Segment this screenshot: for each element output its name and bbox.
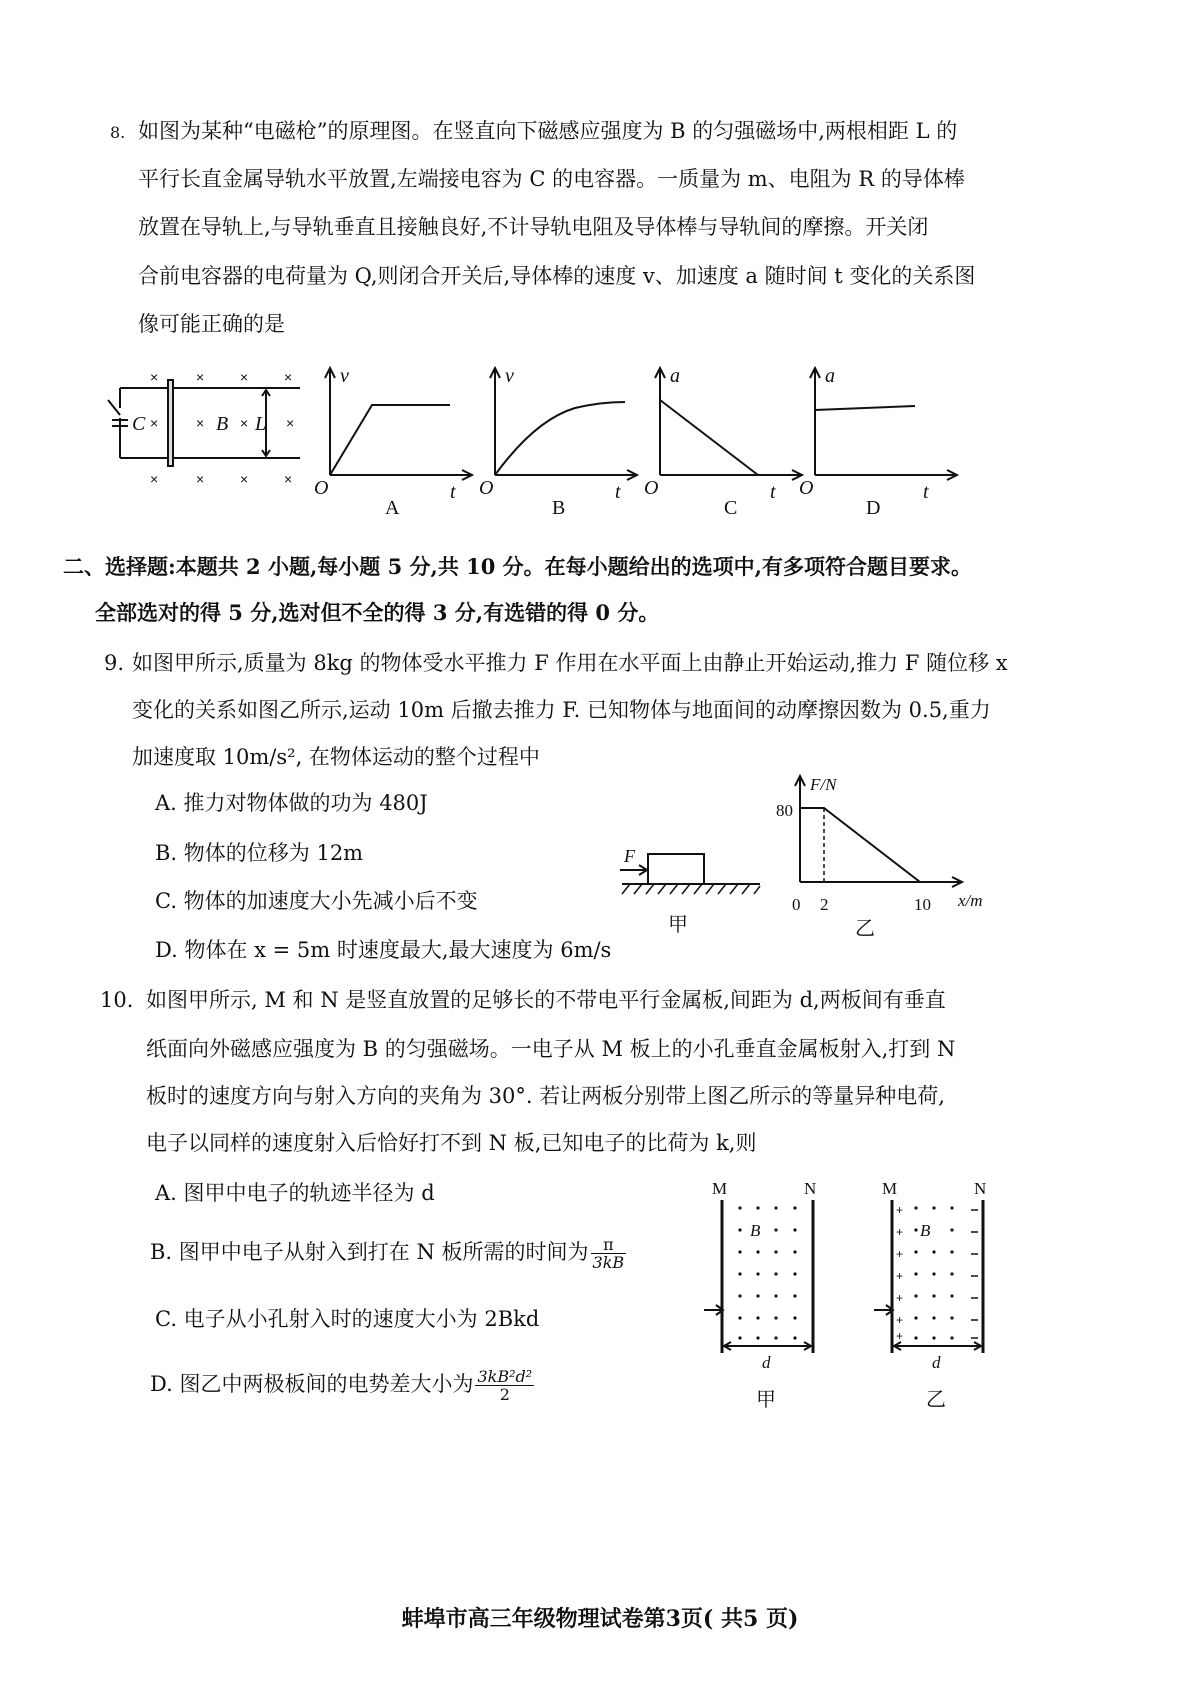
- q8-number: 8.: [110, 123, 126, 142]
- q10-option-b-fraction: [591, 1236, 627, 1271]
- graph-d-origin: O: [799, 477, 814, 499]
- f-x-ylabel: F/N: [810, 775, 837, 794]
- rail-gun-diagram: [100, 360, 310, 500]
- page-footer: 蚌埠市高三年级物理试卷第3页( 共5 页): [401, 1606, 799, 1632]
- plates-figure-yi: [870, 1180, 1000, 1380]
- plates-figure-jia: [700, 1180, 830, 1380]
- graph-d-ylabel: a: [825, 365, 835, 387]
- svg-text:+: +: [896, 1247, 904, 1261]
- graph-c-caption: C: [724, 497, 738, 519]
- q10-option-d: [150, 1368, 534, 1403]
- svg-text:+: +: [896, 1269, 904, 1283]
- svg-text:×: ×: [284, 471, 293, 487]
- svg-text:×: ×: [284, 369, 293, 385]
- section2-rules: 全部选对的得 5 分,选对但不全的得 3 分,有选错的得 0 分。: [95, 600, 660, 625]
- f-x-xtick-0: 0: [792, 895, 801, 914]
- q10-line-1: 如图甲所示, M 和 N 是竖直放置的足够长的不带电平行金属板,间距为 d,两板间有垂直: [146, 988, 946, 1012]
- svg-text:+: +: [896, 1225, 904, 1239]
- graph-a-xlabel: t: [450, 481, 456, 503]
- svg-text:+: +: [896, 1291, 904, 1305]
- q8-line-2: 平行长直金属导轨水平放置,左端接电容为 C 的电容器。一质量为 m、电阻为 R 的导体棒: [138, 167, 965, 191]
- graph-b-ylabel: v: [505, 365, 514, 387]
- graph-c: [640, 360, 810, 503]
- q10-option-d-numerator: 3kB²d²: [477, 1367, 533, 1386]
- q10-option-d-fraction: [475, 1368, 534, 1403]
- field-label: B: [216, 413, 229, 435]
- f-x-xtick-10: 10: [914, 895, 931, 914]
- f-x-ytick-80: 80: [776, 801, 793, 820]
- svg-text:×: ×: [196, 415, 205, 431]
- graph-c-origin: O: [644, 477, 659, 499]
- q10-option-d-text: D. 图乙中两极板间的电势差大小为: [150, 1372, 474, 1396]
- field-b-label-yi: B: [920, 1221, 931, 1240]
- f-x-xtick-2: 2: [820, 895, 829, 914]
- q10-option-c: C. 电子从小孔射入时的速度大小为 2Bkd: [155, 1307, 540, 1331]
- graph-c-ylabel: a: [670, 365, 680, 387]
- q9-fig-yi-caption: 乙: [855, 918, 875, 940]
- svg-text:×: ×: [150, 471, 159, 487]
- q9-line-2: 变化的关系如图乙所示,运动 10m 后撤去推力 F. 已知物体与地面间的动摩擦因数为 0.5,重力: [132, 698, 991, 722]
- q8-line-3: 放置在导轨上,与导轨垂直且接触良好,不计导轨电阻及导体棒与导轨间的摩擦。开关闭: [138, 215, 929, 239]
- f-x-chart: [770, 770, 1010, 920]
- graph-b: [475, 360, 645, 503]
- graph-a-caption: A: [385, 497, 400, 519]
- q10-option-b-denominator: 3kB: [592, 1253, 625, 1272]
- rail-gap-label: L: [255, 413, 267, 435]
- svg-text:+: +: [896, 1313, 904, 1327]
- plate-m-label-yi: M: [882, 1179, 898, 1198]
- graph-d-caption: D: [866, 497, 881, 519]
- graph-a-ylabel: v: [340, 365, 349, 387]
- graph-b-origin: O: [479, 477, 494, 499]
- svg-text:+: +: [896, 1329, 904, 1343]
- q10-option-b-text: B. 图甲中电子从射入到打在 N 板所需的时间为: [150, 1240, 589, 1264]
- force-label: F: [624, 846, 635, 866]
- svg-text:×: ×: [196, 369, 205, 385]
- graph-a-origin: O: [314, 477, 329, 499]
- svg-text:×: ×: [240, 369, 249, 385]
- q8-line-5: 像可能正确的是: [138, 312, 285, 336]
- q9-block-figure: [610, 840, 770, 900]
- q9-line-3: 加速度取 10m/s², 在物体运动的整个过程中: [132, 745, 540, 769]
- capacitor-label: C: [132, 413, 146, 435]
- q10-option-b-numerator: π: [591, 1236, 627, 1254]
- q10-number: 10.: [100, 988, 134, 1012]
- q10-option-a: A. 图甲中电子的轨迹半径为 d: [155, 1181, 435, 1205]
- svg-text:×: ×: [240, 415, 249, 431]
- q10-option-b: [150, 1236, 626, 1271]
- svg-text:×: ×: [196, 471, 205, 487]
- svg-text:×: ×: [150, 415, 159, 431]
- graph-d: [795, 360, 965, 503]
- q10-option-d-denominator: 2: [499, 1385, 510, 1404]
- q10-fig-jia-caption: 甲: [756, 1389, 776, 1411]
- q8-line-4: 合前电容器的电荷量为 Q,则闭合开关后,导体棒的速度 v、加速度 a 随时间 t 变化的关系图: [138, 264, 976, 288]
- q9-option-b: B. 物体的位移为 12m: [155, 841, 364, 865]
- plate-n-label-yi: N: [974, 1179, 987, 1198]
- gap-d-label-yi: d: [932, 1353, 941, 1372]
- section2-heading: 二、选择题:本题共 2 小题,每小题 5 分,共 10 分。在每小题给出的选项中,有多项符合题目要求。: [63, 554, 972, 579]
- q8-line-1: 如图为某种“电磁枪”的原理图。在竖直向下磁感应强度为 B 的匀强磁场中,两根相距 L 的: [138, 119, 958, 143]
- q10-line-3: 板时的速度方向与射入方向的夹角为 30°. 若让两板分别带上图乙所示的等量异种电荷,: [146, 1084, 945, 1108]
- q10-fig-yi-caption: 乙: [926, 1389, 946, 1411]
- q9-line-1: 如图甲所示,质量为 8kg 的物体受水平推力 F 作用在水平面上由静止开始运动,推力 F 随位移 x: [132, 651, 1008, 675]
- plate-m-label-jia: M: [712, 1179, 728, 1198]
- svg-text:×: ×: [150, 369, 159, 385]
- q10-line-4: 电子以同样的速度射入后恰好打不到 N 板,已知电子的比荷为 k,则: [146, 1131, 757, 1155]
- q9-option-a: A. 推力对物体做的功为 480J: [155, 791, 428, 815]
- svg-text:×: ×: [286, 415, 295, 431]
- svg-text:×: ×: [240, 471, 249, 487]
- graph-b-caption: B: [552, 497, 566, 519]
- graph-b-xlabel: t: [615, 481, 621, 503]
- q9-fig-jia-caption: 甲: [668, 914, 688, 936]
- f-x-xlabel: x/m: [958, 891, 983, 910]
- graph-d-xlabel: t: [923, 481, 929, 503]
- f-x-series-line: [800, 808, 920, 882]
- q9-option-d: D. 物体在 x = 5m 时速度最大,最大速度为 6m/s: [155, 938, 612, 962]
- gap-d-label-jia: d: [762, 1353, 771, 1372]
- plate-n-label-jia: N: [804, 1179, 817, 1198]
- field-b-label-jia: B: [750, 1221, 761, 1240]
- q9-number: 9.: [104, 651, 125, 675]
- svg-text:+: +: [896, 1203, 904, 1217]
- graph-c-xlabel: t: [770, 481, 776, 503]
- graph-a: [310, 360, 480, 503]
- q10-line-2: 纸面向外磁感应强度为 B 的匀强磁场。一电子从 M 板上的小孔垂直金属板射入,打到 N: [146, 1037, 956, 1061]
- q9-option-c: C. 物体的加速度大小先减小后不变: [155, 889, 478, 913]
